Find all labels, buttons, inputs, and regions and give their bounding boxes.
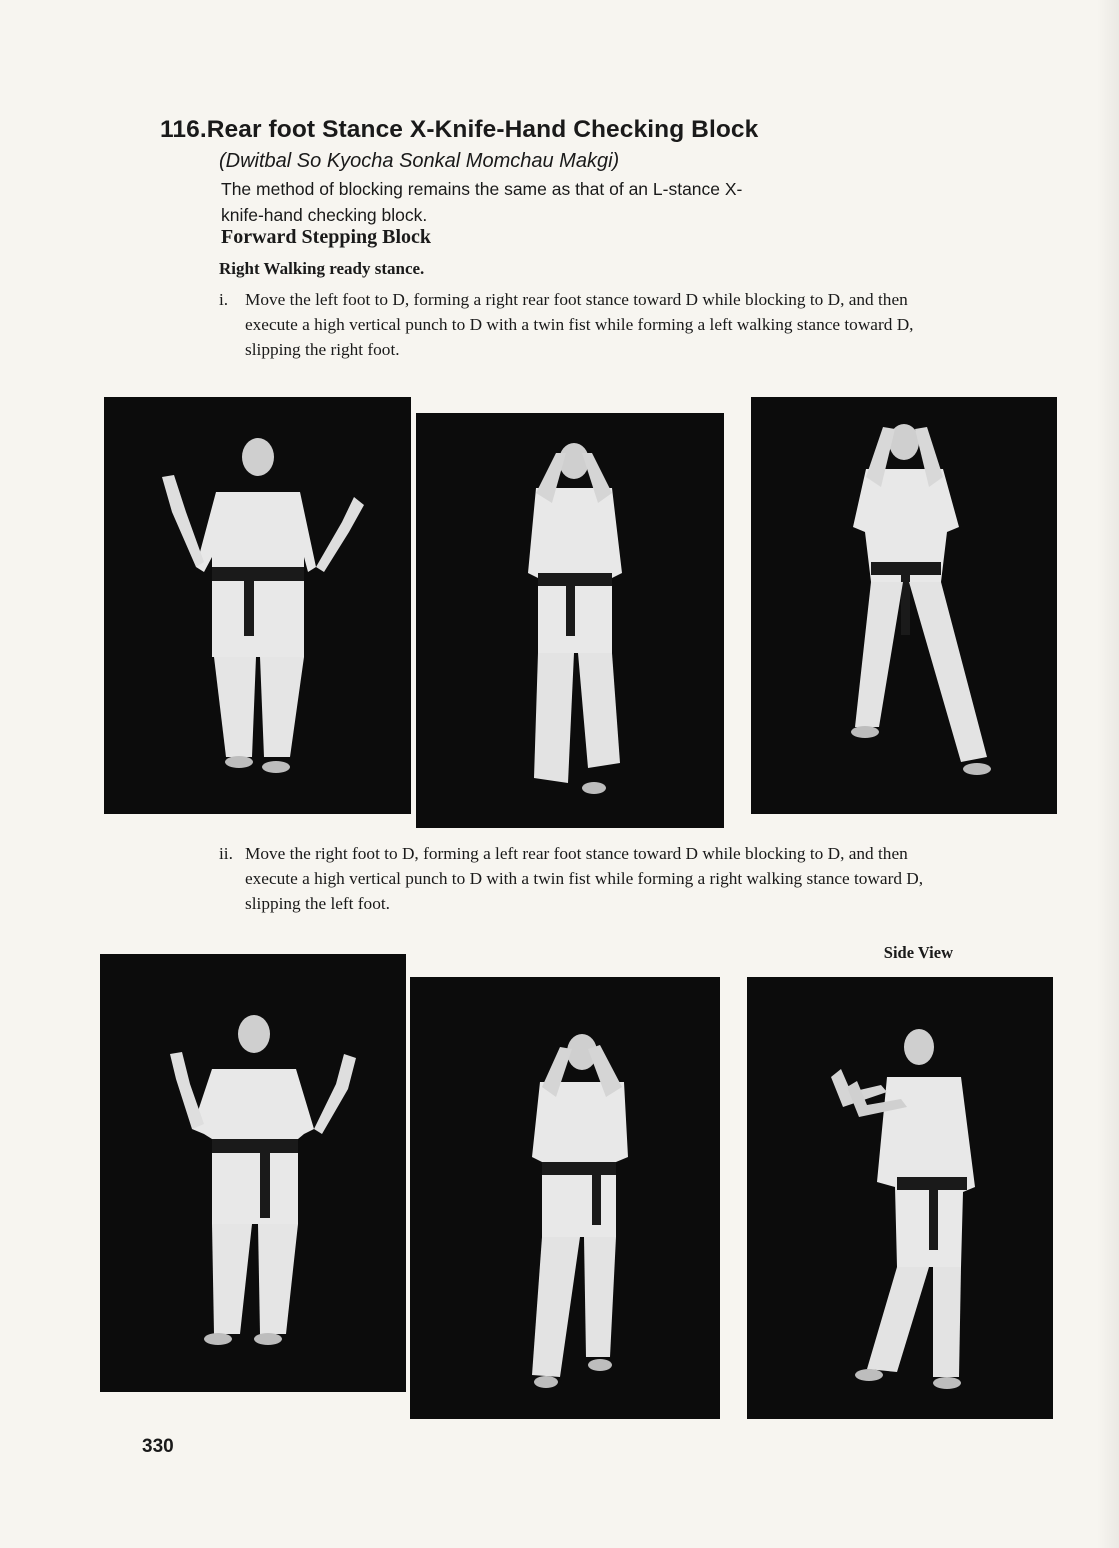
photo-front-ready-2: [100, 954, 406, 1392]
section-subtitle: (Dwitbal So Kyocha Sonkal Momchau Makgi): [219, 150, 620, 172]
section-heading: [160, 116, 758, 144]
photo-front-x-block-2: [410, 977, 720, 1419]
step-two: [219, 841, 959, 916]
figure-ready-stance: [104, 397, 411, 814]
side-view-label: Side View: [883, 943, 953, 962]
step-text: Move the left foot to D, forming a right rear foot stance toward D while blocking to D, and then execute a high vertical punch to D with a twin fist while forming a left walking stance toward D, slipping the right foot.: [245, 290, 914, 359]
step-number: ii.: [219, 844, 233, 863]
figure-side-view-x-block: [747, 977, 1053, 1419]
step-number: i.: [219, 290, 229, 309]
figure-ready-stance: [100, 954, 406, 1392]
page-number: 330: [142, 1436, 174, 1457]
block-title: Forward Stepping Block: [221, 226, 432, 248]
photo-front-twin-fist-punch: [751, 397, 1057, 814]
intro-paragraph: The method of blocking remains the same as that of an L-stance X-knife-hand checking block.: [221, 179, 743, 225]
photo-front-x-block: [416, 413, 724, 828]
step-one: [219, 287, 959, 362]
ready-stance: Right Walking ready stance.: [219, 259, 425, 278]
figure-twin-fist-punch: [751, 397, 1057, 814]
figure-x-knife-hand-block: [410, 977, 720, 1419]
figure-x-knife-hand-block: [416, 413, 724, 828]
section-title: Rear foot Stance X-Knife-Hand Checking Block: [206, 116, 759, 143]
photo-front-ready: [104, 397, 411, 814]
step-text: Move the right foot to D, forming a left rear foot stance toward D while blocking to D, and then execute a high vertical punch to D with a twin fist while forming a right walking stance toward D, slipping the left foot.: [245, 844, 924, 913]
page-edge-shadow: [1097, 0, 1119, 1548]
section-number: 116.: [160, 116, 207, 143]
photo-side-view: [747, 977, 1053, 1419]
